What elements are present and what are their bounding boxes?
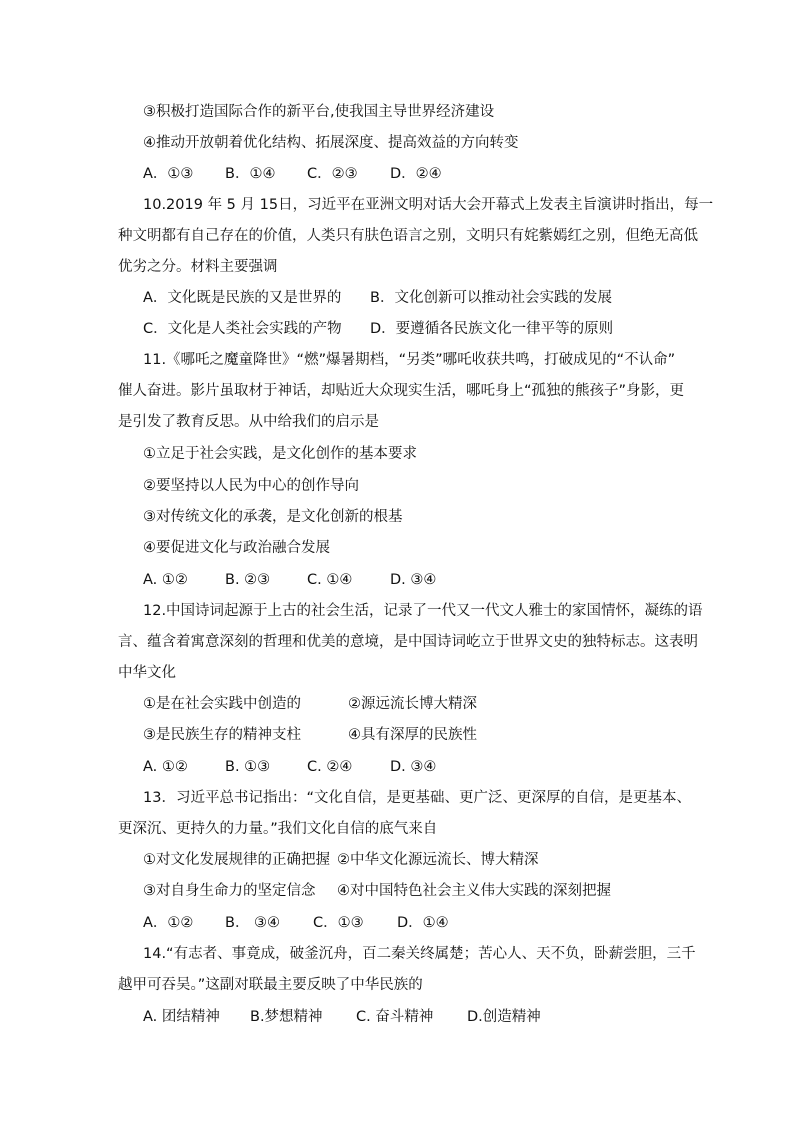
q12-option-b: B. ①③ [225,759,271,775]
q10-option-c: C．文化是人类社会实践的产物 [143,321,342,337]
q11-option-b: B. ②③ [225,572,271,588]
q11-option-c: C. ①④ [307,572,353,588]
q12-item-4: ④具有深厚的民族性 [348,727,477,743]
q11-item-1: ①立足于社会实践，是文化创作的基本要求 [143,446,417,462]
q12-stem-line-2: 言、蕴含着寓意深刻的哲理和优美的意境，是中国诗词屹立于世界文史的独特标志。这表明 [118,634,698,650]
q11-stem-line-2: 催人奋进。影片虽取材于神话，却贴近大众现实生活，哪吒身上“孤独的熊孩子”身影，更 [118,383,685,399]
q14-option-a: A. 团结精神 [143,1009,220,1025]
q10-stem-line-1: 10.2019 年 5 月 15日，习近平在亚洲文明对话大会开幕式上发表主旨演讲时指出，每一 [143,197,714,213]
q12-option-c: C. ②④ [307,759,353,775]
q9-item-3: ③积极打造国际合作的新平台,使我国主导世界经济建设 [143,104,495,120]
q13-item-4: ④对中国特色社会主义伟大实践的深刻把握 [337,883,611,899]
q12-item-1: ①是在社会实践中创造的 [143,696,301,712]
q10-stem-line-3: 优劣之分。材料主要强调 [118,259,278,275]
q12-option-d: D. ③④ [390,759,437,775]
q11-stem-line-3: 是引发了教育反思。从中给我们的启示是 [118,414,379,430]
q11-option-d: D. ③④ [390,572,437,588]
q13-item-3: ③对自身生命力的坚定信念 [143,883,316,899]
q9-option-d: D．②④ [390,166,442,182]
q10-option-a: A．文化既是民族的又是世界的 [143,290,342,306]
q13-stem-line-2: 更深沉、更持久的力量。”我们文化自信的底气来自 [118,821,438,837]
q10-option-b: B．文化创新可以推动社会实践的发展 [370,290,612,306]
q13-option-d: D．①④ [397,915,449,931]
q11-item-4: ④要促进文化与政治融合发展 [143,540,330,556]
q9-option-b: B．①④ [225,166,276,182]
q14-option-c: C. 奋斗精神 [356,1009,434,1025]
q12-stem-line-3: 中华文化 [118,665,176,681]
q9-item-4: ④推动开放朝着优化结构、拓展深度、提高效益的方向转变 [143,135,519,151]
q13-item-1: ①对文化发展规律的正确把握 [143,852,330,868]
q12-option-a: A. ①② [143,759,188,775]
q14-option-b: B.梦想精神 [250,1009,323,1025]
q11-option-a: A. ①② [143,572,188,588]
q9-option-a: A．①③ [143,166,194,182]
q12-item-3: ③是民族生存的精神支柱 [143,727,301,743]
q10-option-d: D．要遵循各民族文化一律平等的原则 [370,321,614,337]
q11-stem-line-1: 11.《哪吒之魔童降世》“燃”爆暑期档，“另类”哪吒收获共鸣，打破成见的“不认命” [143,352,676,368]
q11-item-3: ③对传统文化的承袭，是文化创新的根基 [143,509,403,525]
q13-option-c: C．①③ [313,915,364,931]
q9-option-c: C．②③ [307,166,358,182]
q12-item-2: ②源远流长博大精深 [348,696,477,712]
q10-stem-line-2: 种文明都有自己存在的价值，人类只有肤色语言之别，文明只有姹紫嫣红之别，但绝无高低 [118,228,698,244]
q14-stem-line-2: 越甲可吞吴。”这副对联最主要反映了中华民族的 [118,977,423,993]
q11-item-2: ②要坚持以人民为中心的创作导向 [143,478,359,494]
q14-stem-line-1: 14.“有志者、事竟成，破釜沉舟，百二秦关终属楚；苦心人、天不负，卧薪尝胆，三千 [143,946,696,962]
q14-option-d: D.创造精神 [467,1009,541,1025]
q13-option-a: A．①② [143,915,194,931]
q13-option-b: B． ③④ [225,915,281,931]
q13-item-2: ②中华文化源远流长、博大精深 [337,852,539,868]
q13-stem-line-1: 13．习近平总书记指出：“文化自信，是更基础、更广泛、更深厚的自信，是更基本、 [143,790,691,806]
q12-stem-line-1: 12.中国诗词起源于上古的社会生活，记录了一代又一代文人雅士的家国情怀，凝练的语 [143,603,703,619]
